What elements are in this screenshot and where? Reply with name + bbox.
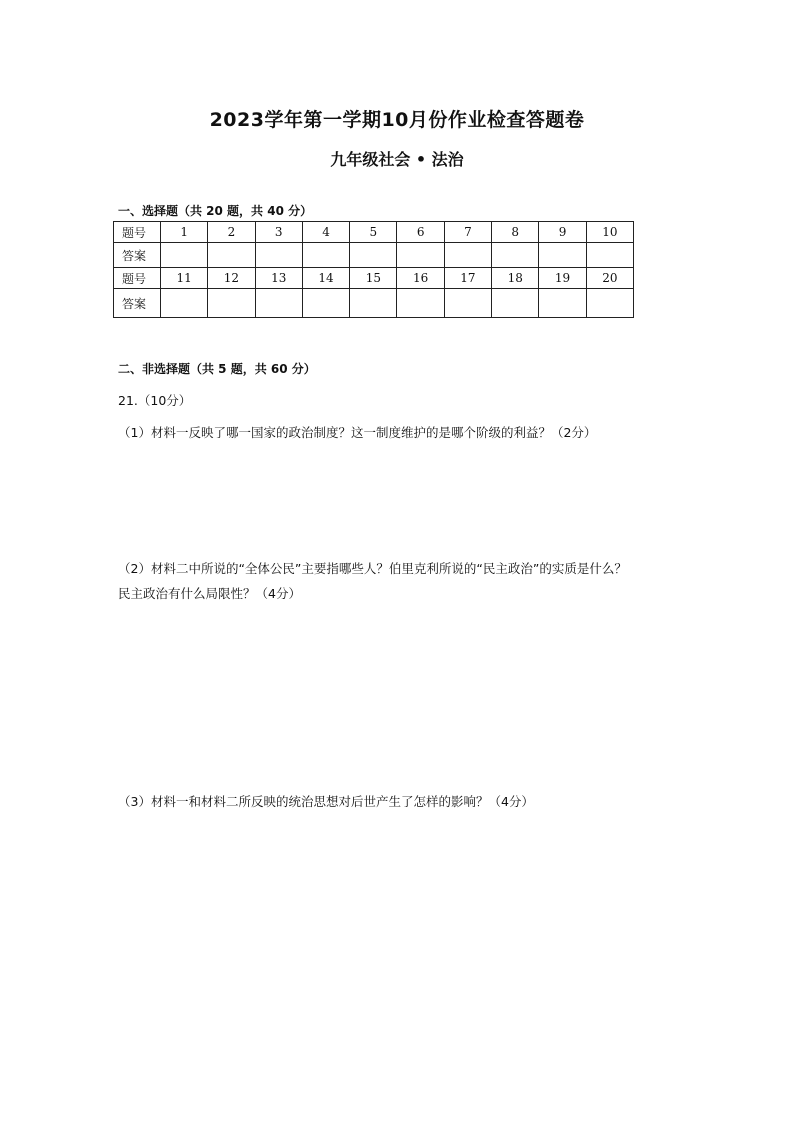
answer-cell[interactable]: [444, 289, 491, 318]
question-number: 5: [350, 222, 397, 243]
answer-cell[interactable]: [492, 243, 539, 268]
answer-cell[interactable]: [397, 243, 444, 268]
answer-cell[interactable]: [161, 243, 208, 268]
page-subtitle: 九年级社会 • 法治: [330, 150, 464, 169]
answer-cell[interactable]: [255, 289, 302, 318]
question-21-part-2-line-2: 民主政治有什么局限性？（4分）: [118, 586, 301, 601]
question-number: 3: [255, 222, 302, 243]
answer-area-21-1[interactable]: [118, 448, 678, 548]
section-heading-choice: 一、选择题（共 20 题，共 40 分）: [118, 204, 313, 218]
question-number: 2: [208, 222, 255, 243]
row-label-number: 题号: [114, 222, 161, 243]
question-number: 6: [397, 222, 444, 243]
question-number: 10: [586, 222, 633, 243]
question-number: 11: [161, 268, 208, 289]
answer-cell[interactable]: [302, 243, 349, 268]
answer-cell[interactable]: [444, 243, 491, 268]
question-21-part-2: [118, 556, 678, 606]
answer-cell[interactable]: [161, 289, 208, 318]
answer-cell[interactable]: [397, 289, 444, 318]
question-number: 16: [397, 268, 444, 289]
question-number: 15: [350, 268, 397, 289]
answer-cell[interactable]: [350, 289, 397, 318]
question-number: 9: [539, 222, 586, 243]
question-number: 8: [492, 222, 539, 243]
answer-cell[interactable]: [492, 289, 539, 318]
answer-cell[interactable]: [302, 289, 349, 318]
answer-cell[interactable]: [586, 243, 633, 268]
table-row: [114, 268, 634, 289]
question-number: 19: [539, 268, 586, 289]
question-21-part-3: （3）材料一和材料二所反映的统治思想对后世产生了怎样的影响？（4分）: [118, 794, 534, 809]
table-row: [114, 222, 634, 243]
question-number: 17: [444, 268, 491, 289]
question-21-part-1: （1）材料一反映了哪一国家的政治制度？这一制度维护的是哪个阶级的利益？（2分）: [118, 425, 597, 440]
page-title: 2023学年第一学期10月份作业检查答题卷: [209, 109, 585, 131]
question-number: 7: [444, 222, 491, 243]
table-row: [114, 243, 634, 268]
answer-cell[interactable]: [539, 289, 586, 318]
section-heading-nonchoice: 二、非选择题（共 5 题，共 60 分）: [118, 362, 316, 376]
answer-cell[interactable]: [350, 243, 397, 268]
row-label-answer: 答案: [114, 289, 161, 318]
question-number: 1: [161, 222, 208, 243]
answer-area-21-2[interactable]: [118, 610, 678, 780]
question-number: 13: [255, 268, 302, 289]
question-21-part-2-line-1: （2）材料二中所说的“全体公民”主要指哪些人？伯里克利所说的“民主政治”的实质是什么？: [118, 561, 627, 576]
answer-cell[interactable]: [208, 243, 255, 268]
question-number: 12: [208, 268, 255, 289]
answer-cell[interactable]: [539, 243, 586, 268]
answer-cell[interactable]: [586, 289, 633, 318]
table-row: [114, 289, 634, 318]
answer-cell[interactable]: [255, 243, 302, 268]
answer-area-21-3[interactable]: [118, 818, 678, 1078]
answer-cell[interactable]: [208, 289, 255, 318]
row-label-answer: 答案: [114, 243, 161, 268]
question-number: 14: [302, 268, 349, 289]
answer-grid: [113, 221, 634, 318]
question-number: 18: [492, 268, 539, 289]
row-label-number: 题号: [114, 268, 161, 289]
question-number: 4: [302, 222, 349, 243]
question-21-label: 21.（10分）: [118, 393, 192, 408]
question-number: 20: [586, 268, 633, 289]
